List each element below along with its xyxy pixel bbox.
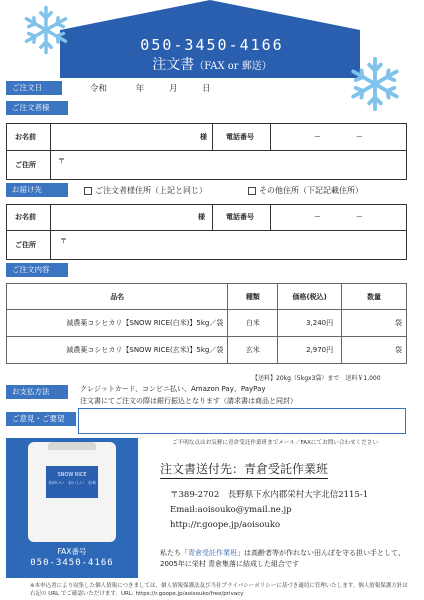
contact-email[interactable]: Email:aoisouko@ymail.ne.jp (170, 505, 292, 515)
rice-bag-image (28, 442, 116, 542)
delivery-option-same[interactable] (84, 185, 207, 196)
product-type: 玄米 (228, 337, 278, 364)
option-other-label: その他住所（下記記載住所） (259, 186, 363, 195)
delivery-name-field[interactable] (52, 207, 210, 228)
product-name: 減農薬コシヒカリ【SNOW RICE(玄米)】5kg／袋 (7, 337, 228, 364)
order-section-label: ご注文内容 (6, 263, 68, 277)
delivery-name-label: お名前 (15, 213, 36, 221)
customer-section-label: ご注文者様 (6, 101, 68, 115)
send-to-title: 注文書送付先：青倉受託作業班 (160, 460, 328, 479)
delivery-address-field[interactable] (72, 233, 404, 257)
customer-phone-label: 電話番号 (226, 133, 254, 141)
customer-postal-mark: 〒 (58, 157, 65, 165)
organization-name: 青倉受託作業班 (188, 549, 237, 557)
header-phone-number: 050-3450-4166 (140, 36, 284, 54)
delivery-phone-label: 電話番号 (226, 213, 254, 221)
order-date-row[interactable] (90, 82, 223, 94)
customer-phone-dash: ー (314, 133, 321, 141)
rice-bag-label: SNOW RICE 水がいい おいしい お米 (46, 466, 98, 498)
customer-honorific: 様 (200, 133, 207, 141)
opinion-field[interactable] (78, 408, 406, 434)
opinion-label: ご意見・ご要望 (6, 412, 76, 426)
payment-methods: クレジットカード、コンビニ払い、Amazon Pay、PayPay (80, 385, 266, 393)
checkbox-other-address[interactable] (248, 187, 256, 195)
delivery-phone-dash: ー (314, 213, 321, 221)
product-name: 減農薬コシヒカリ【SNOW RICE(白米)】5kg／袋 (7, 310, 228, 337)
quantity-field[interactable] (342, 337, 407, 364)
fax-label: FAX番号 (57, 547, 87, 556)
delivery-postal-mark: 〒 (60, 237, 67, 245)
quantity-field[interactable] (342, 310, 407, 337)
organization-intro: 私たち「青倉受託作業班」は高齢者等が作れない田んぼを守る担い手として、2005年に栄村 青倉集落に結成した組合です (160, 549, 405, 568)
product-table (6, 283, 407, 364)
header-type: 種類 (228, 284, 278, 310)
fax-number: 050-3450-4166 (30, 558, 114, 568)
customer-name-field[interactable] (52, 126, 210, 148)
quantity-unit: 袋 (395, 319, 402, 327)
delivery-phone-field[interactable] (272, 207, 404, 228)
customer-name-label: お名前 (15, 133, 36, 141)
snowflake-icon (20, 2, 72, 58)
date-year: 年 (135, 84, 145, 94)
customer-phone-dash: ー (356, 133, 363, 141)
customer-address-label: ご住所 (15, 161, 36, 169)
date-month: 月 (168, 84, 178, 94)
delivery-honorific: 様 (198, 213, 205, 221)
product-type: 白米 (228, 310, 278, 337)
table-row (7, 337, 407, 364)
order-date-label: ご注文日 (6, 81, 62, 95)
shipping-note: 【送料】20kg（5kgx3袋）まで 送料￥1,000 (252, 375, 381, 382)
payment-label: お支払方法 (6, 385, 68, 399)
table-header-row (7, 284, 407, 310)
title-main: 注文書 (152, 57, 195, 73)
header-price: 価格(税込) (278, 284, 342, 310)
customer-address-field[interactable] (70, 153, 404, 177)
date-day: 日 (202, 84, 211, 94)
header-product-name: 品名 (7, 284, 228, 310)
snowflake-icon (346, 52, 404, 116)
quantity-unit: 袋 (395, 346, 402, 354)
delivery-section-label: お届け先 (6, 183, 68, 197)
product-photo-box (6, 438, 138, 578)
option-same-label: ご注文者様住所（上記と同じ） (95, 186, 207, 195)
table-row (7, 310, 407, 337)
privacy-footnote: ※本申込書により収集した個人情報につきましては、個人情報保護法及び当社プライバシーポリシーに基づき適切に管理いたします。個人情報保護方針は右記の URL でご確認いただけます。URL: https://r.goope.jp/aoisouko/free/privacy (30, 583, 408, 597)
checkbox-same-address[interactable] (84, 187, 92, 195)
send-to-address: 〒389-2702 長野県下水内郡栄村大字北信2115-1 (170, 490, 369, 500)
payment-note: 注文書にてご注文の際は銀行振込となります（請求書は商品と同封） (80, 397, 297, 405)
contact-url[interactable]: http://r.goope.jp/aoisouko (170, 520, 281, 530)
delivery-option-other[interactable] (248, 185, 363, 196)
date-era: 令和 (90, 84, 108, 94)
delivery-phone-dash: ー (356, 213, 363, 221)
customer-phone-field[interactable] (272, 126, 404, 148)
product-price: 3,240円 (278, 310, 342, 337)
delivery-address-label: ご住所 (15, 241, 36, 249)
header-quantity: 数量 (342, 284, 407, 310)
title-sub: （FAX or 郵送） (194, 61, 272, 72)
product-price: 2,970円 (278, 337, 342, 364)
contact-notice: ご不明な点はお気軽に青倉受託作業班までメール／FAXにてお問い合わせください (172, 440, 379, 446)
